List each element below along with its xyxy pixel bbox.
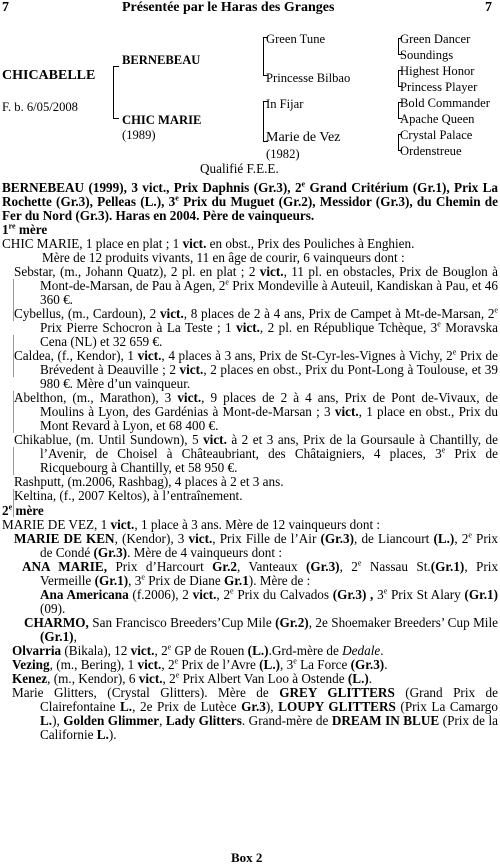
gen3-8: Ordenstreue (400, 144, 462, 158)
gen3-2: Soundings (400, 48, 454, 62)
offspring-item: Cybellus, (m., Cardoun), 2 vict., 8 places de 2 à 4 ans, Prix de Campet à Mt-de-Marsan, 2e Prix Pierre Schocron à La Teste ; 1 vict., 2 pl. en République Tchèque, 3e Moravska Cena (NL) et 32 659 €. (14, 305, 498, 349)
dam-year: (1989) (122, 128, 156, 142)
page-title: Présentée par le Haras des Granges (122, 0, 335, 15)
offspring-list (2, 265, 498, 503)
offspring-item: Chikablue, (m. Until Sundown), 5 vict. à 2 et 3 ans, Prix de la Goursaule à Chantilly, de l’Avenir, de Choisel à Châteaubriant, des Châtaigniers, 4 places, 3e Prix de Ricquebourg à Chantilly, et 58 950 €. (14, 432, 499, 475)
first-dam-text: CHIC MARIE, 1 place en plat ; 1 vict. en obst., Prix des Pouliches à Enghien. (2, 236, 415, 251)
horse-name: CHICABELLE (2, 68, 96, 83)
offspring-item: Abelthon, (m., Marathon), 3 vict., 9 places de 2 à 4 ans, Prix de Pont de-Vivaux, de Moulins à Lyon, des Gardénias à Mont-de-Marsan ; 3 vict., 1 place en obst., Prix du Mont Revard à Lyon, et 68 400 €. (14, 390, 499, 433)
produce-vezing: Vezing, (m., Bering), 1 vict., 2e Prix de l’Avre (L.), 3e La Force (Gr.3). (12, 656, 388, 672)
gen3-1: Green Dancer (400, 32, 471, 46)
sire-dam: Princesse Bilbao (266, 71, 351, 85)
gen3-4: Princess Player (400, 80, 478, 94)
first-dam-heading: 1re mère (2, 221, 48, 237)
lot-description (2, 181, 498, 742)
dam-dam-year: (1982) (266, 147, 300, 161)
first-dam-produce: Mère de 12 produits vivants, 11 en âge de courir, 6 vainqueurs dont : (42, 250, 405, 265)
produce-kenez: Kenez, (m., Kendor), 6 vict., 2e Prix Albert Van Loo à Ostende (L.). (12, 670, 373, 686)
dam-sire: In Fijar (266, 97, 304, 111)
lot-number-right: 7 (485, 0, 492, 15)
gen3-7: Crystal Palace (400, 128, 473, 142)
produce-charmo: CHARMO, San Francisco Breeders’Cup Mile (Gr.2), 2e Shoemaker Breeders’ Cup Mile (Gr.1), (24, 615, 498, 644)
lot-number-left: 7 (2, 0, 9, 15)
produce-ana-americana: Ana Americana (f.2006), 2 vict., 2e Prix du Calvados (Gr.3) , 3e Prix St Alary (Gr.1) (09). (40, 586, 498, 616)
produce-marie-de-ken: MARIE DE KEN, (Kendor), 3 vict., Prix Fille de l’Air (Gr.3), de Liancourt (L.), 2e Prix de Condé (Gr.3). Mère de 4 vainqueurs dont : (14, 530, 499, 560)
sire-name: BERNEBEAU (122, 53, 201, 67)
box-label: Box 2 (231, 850, 263, 865)
second-dam-text: MARIE DE VEZ, 1 vict., 1 place à 3 ans. Mère de 12 vainqueurs dont : (2, 517, 381, 532)
sire-sire: Green Tune (266, 32, 326, 46)
offspring-item: Keltina, (f., 2007 Keltos), à l’entraînement. (14, 488, 243, 503)
produce-marie-glitters: Marie Glitters, (Crystal Glitters). Mère de GREY GLITTERS (Grand Prix de Clairefontaine L., 2e Prix de Lutèce Gr.3), LOUPY GLITTERS (Prix La Camargo L.), Golden Glimmer, Lady Glitters. Grand-mère de DREAM IN BLUE (Prix de la Californie L.). (12, 685, 499, 742)
produce-olvarria: Olvarria (Bikala), 12 vict., 2e GP de Rouen (L.).Grd-mère de Dedale. (12, 642, 384, 658)
produce-ana-marie: ANA MARIE, Prix d’Harcourt Gr.2, Vanteaux (Gr.3), 2e Nassau St.(Gr.1), Prix Vermeille (Gr.1), 3e Prix de Diane Gr.1). Mère de : (22, 558, 499, 588)
gen3-3: Highest Honor (400, 64, 475, 78)
dam-dam: Marie de Vez (266, 130, 341, 145)
offspring-item: Rashputt, (m.2006, Rashbag), 4 places à 2 et 3 ans. (14, 474, 284, 489)
birth-info: F. b. 6/05/2008 (2, 100, 78, 114)
gen3-5: Bold Commander (400, 96, 490, 110)
sire-note: BERNEBEAU (1999), 3 vict., Prix Daphnis (Gr.3), 2e Grand Critérium (Gr.1), Prix La Rochette (Gr.3), Pelleas (L.), 3e Prix du Muguet (Gr.2), Messidor (Gr.3), du Chemin de Fer du Nord (Gr.3). Haras en 2004. Père de vainqueurs. (2, 179, 499, 223)
dam-name: CHIC MARIE (122, 113, 202, 127)
gen3-6: Apache Queen (400, 112, 475, 126)
qualification: Qualifié F.E.E. (200, 161, 279, 176)
second-dam-heading: 2e mère (2, 502, 44, 518)
pedigree-bracket (113, 66, 114, 118)
offspring-item: Caldea, (f., Kendor), 1 vict., 4 places à 3 ans, Prix de St-Cyr-les-Vignes à Vichy, 2e Prix de Brévedent à Deauville ; 2 vict., 2 places en obst., Prix du Pont-Long à Toulouse, et 39 980 €. Mère d’un vainqueur. (14, 347, 498, 391)
offspring-item: Sebstar, (m., Johann Quatz), 2 pl. en plat ; 2 vict., 11 pl. en obstacles, Prix de Bouglon à Mont-de-Marsan, de Pau à Agen, 2e Prix Mondeville à Auteuil, Kandiskan à Pau, et 46 360 €. (14, 264, 498, 307)
